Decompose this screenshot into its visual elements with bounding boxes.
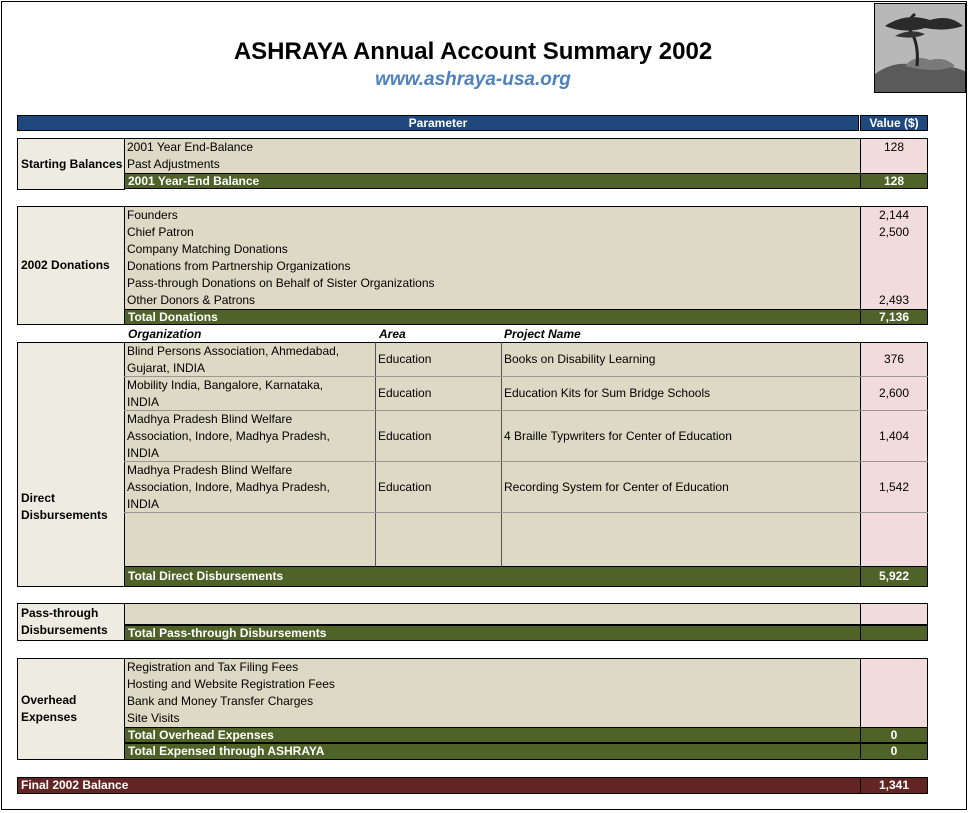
starting-balances-label: Starting Balances xyxy=(17,138,125,190)
passthrough-label: Pass-through Disbursements xyxy=(17,603,125,641)
disbursement-value: 376 xyxy=(883,352,905,366)
passthrough-total-value xyxy=(860,625,928,641)
donations-label: 2002 Donations xyxy=(17,206,125,325)
overhead-row-name: Bank and Money Transfer Charges xyxy=(127,694,314,708)
donation-row-name: Founders xyxy=(127,208,178,222)
disbursement-org: Mobility India, Bangalore, Karnataka, INDIA xyxy=(127,378,324,409)
passthrough-body xyxy=(124,603,861,625)
expensed-total-value: 0 xyxy=(860,743,928,760)
disbursement-project: Books on Disability Learning xyxy=(504,352,656,366)
project-column-header: Project Name xyxy=(504,327,581,341)
donation-row-value: 2,144 xyxy=(878,208,910,222)
donation-row-name: Company Matching Donations xyxy=(127,242,288,256)
expensed-total-label: Total Expensed through ASHRAYA xyxy=(124,743,861,760)
starting-total-label: 2001 Year-End Balance xyxy=(124,173,861,189)
donation-row-name: Donations from Partnership Organizations xyxy=(127,259,351,273)
disbursement-org: Blind Persons Association, Ahmedabad, Gujarat, INDIA xyxy=(127,344,340,375)
site-url-link[interactable]: www.ashraya-usa.org xyxy=(375,69,571,90)
starting-row-name: 2001 Year End-Balance xyxy=(127,140,254,154)
donation-row-name: Chief Patron xyxy=(127,225,194,239)
disbursement-area: Education xyxy=(378,386,432,400)
overhead-row-name: Registration and Tax Filing Fees xyxy=(127,660,299,674)
starting-total-value: 128 xyxy=(860,173,928,189)
overhead-label: Overhead Expenses xyxy=(17,658,125,760)
overhead-row-name: Hosting and Website Registration Fees xyxy=(127,677,335,691)
organization-column-header: Organization xyxy=(128,327,202,341)
starting-row-name: Past Adjustments xyxy=(127,157,220,171)
direct-total-label: Total Direct Disbursements xyxy=(124,566,861,587)
disbursement-value: 1,542 xyxy=(878,480,910,494)
disbursement-project: Education Kits for Sum Bridge Schools xyxy=(504,386,711,400)
direct-total-value: 5,922 xyxy=(860,566,928,587)
page-title: ASHRAYA Annual Account Summary 2002 xyxy=(233,38,713,65)
overhead-total-label: Total Overhead Expenses xyxy=(124,727,861,743)
donation-row-name: Pass-through Donations on Behalf of Sister Organizations xyxy=(127,276,435,290)
passthrough-values xyxy=(860,603,928,625)
disbursement-org: Madhya Pradesh Blind Welfare Association, Indore, Madhya Pradesh, INDIA xyxy=(127,412,330,460)
disbursement-area: Education xyxy=(378,352,432,366)
direct-disbursements-label: Direct Disbursements xyxy=(17,342,125,587)
passthrough-total-label: Total Pass-through Disbursements xyxy=(124,625,861,641)
disbursement-project: 4 Braille Typwriters for Center of Education xyxy=(504,429,732,443)
donations-total-label: Total Donations xyxy=(124,309,861,325)
disbursement-value: 2,600 xyxy=(878,386,910,400)
disbursement-org: Madhya Pradesh Blind Welfare Association, Indore, Madhya Pradesh, INDIA xyxy=(127,463,330,511)
donation-row-name: Other Donors & Patrons xyxy=(127,293,256,307)
final-balance-value: 1,341 xyxy=(860,777,928,794)
disbursement-value: 1,404 xyxy=(878,429,910,443)
disbursement-project: Recording System for Center of Education xyxy=(504,480,729,494)
final-balance-label: Final 2002 Balance xyxy=(17,777,861,794)
disbursement-area: Education xyxy=(378,429,432,443)
overhead-row-name: Site Visits xyxy=(127,711,180,725)
donation-row-value: 2,500 xyxy=(878,225,910,239)
tree-on-rock-photo-icon xyxy=(874,3,966,93)
starting-row-value: 128 xyxy=(883,140,905,154)
donations-total-value: 7,136 xyxy=(860,309,928,325)
overhead-values xyxy=(860,658,928,728)
overhead-total-value: 0 xyxy=(860,727,928,743)
value-column-header: Value ($) xyxy=(860,115,928,131)
parameter-column-header: Parameter xyxy=(17,115,859,131)
area-column-header: Area xyxy=(379,327,406,341)
disbursement-area: Education xyxy=(378,480,432,494)
donation-row-value: 2,493 xyxy=(878,293,910,307)
